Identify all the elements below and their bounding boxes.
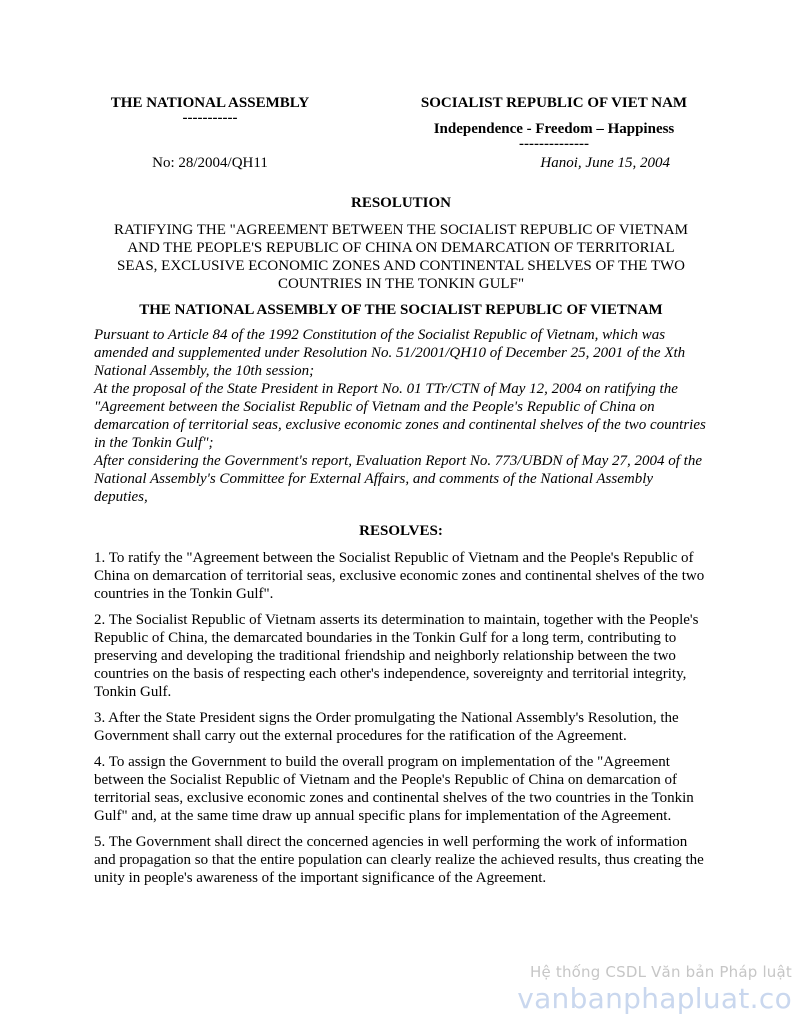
watermark-domain: vanbanphapluat.co <box>517 982 792 1015</box>
document-date: Hanoi, June 15, 2004 <box>540 155 670 171</box>
document-page <box>94 94 708 895</box>
document-header <box>94 94 708 150</box>
article-item: 3. After the State President signs the Order promulgating the National Assembly's Resolution, the Government shall carry out the external procedures for the ratification of the Agreement. <box>94 710 679 744</box>
document-number: No: 28/2004/QH11 <box>152 155 268 171</box>
issuer-separator: ----------- <box>182 110 238 126</box>
watermark-caption: Hệ thống CSDL Văn bản Pháp luật <box>529 963 792 981</box>
site-watermark <box>517 962 792 1016</box>
motto-separator: -------------- <box>519 136 589 152</box>
issuing-body: THE NATIONAL ASSEMBLY OF THE SOCIALIST REPUBLIC OF VIETNAM <box>139 302 663 318</box>
article-item: 4. To assign the Government to build the overall program on implementation of the "Agreement between the Socialist Republic of Vietnam and the People's Republic of China on demarcation of territorial seas, exclusive economic zones and continental shelves of the two countries in the Tonkin Gulf" and, at the same time draw up annual specific plans for implementation of the Agreement. <box>94 754 694 824</box>
document-subtitle <box>94 221 708 293</box>
preamble-paragraph: Pursuant to Article 84 of the 1992 Constitution of the Socialist Republic of Vietnam, which was amended and supplemented under Resolution No. 51/2001/QH10 of December 25, 2001 of the Xth National Assembly, the 10th session; <box>94 327 686 379</box>
preamble <box>94 326 708 506</box>
document-type: RESOLUTION <box>350 195 452 211</box>
resolves-heading: RESOLVES: <box>359 523 443 539</box>
number-date-row <box>94 154 708 173</box>
article-item: 2. The Socialist Republic of Vietnam asserts its determination to maintain, together with the People's Republic of China, the demarcated boundaries in the Tonkin Gulf for a long term, contributing to preserving and developing the traditional friendship and neighborly relationship between the two countries on the basis of respecting each other's independence, sovereignty and territorial integrity, Tonkin Gulf. <box>94 612 699 700</box>
issuer-block <box>94 94 326 150</box>
subtitle-line: COUNTRIES IN THE TONKIN GULF" <box>277 276 525 292</box>
article-item: 1. To ratify the "Agreement between the Socialist Republic of Vietnam and the People's Republic of China on demarcation of territorial seas, exclusive economic zones and continental shelves of the two countries in the Tonkin Gulf". <box>94 550 705 602</box>
issuer-name: THE NATIONAL ASSEMBLY <box>110 95 310 111</box>
article-item: 5. The Government shall direct the concerned agencies in well performing the work of information and propagation so that the entire population can clearly realize the achieved results, thus creating the unity in people's awareness of the important significance of the Agreement. <box>94 834 704 886</box>
country-name: SOCIALIST REPUBLIC OF VIET NAM <box>420 95 688 111</box>
country-block <box>404 94 704 150</box>
articles-list <box>94 549 708 887</box>
preamble-paragraph: After considering the Government's report, Evaluation Report No. 773/UBDN of May 27, 2004 of the National Assembly's Committee for External Affairs, and comments of the National Assembly deputies, <box>94 453 702 505</box>
preamble-paragraph: At the proposal of the State President in Report No. 01 TTr/CTN of May 12, 2004 on ratifying the "Agreement between the Socialist Republic of Vietnam and the People's Republic of China on demarcation of territorial seas, exclusive economic zones and continental shelves of the two countries in the Tonkin Gulf"; <box>94 381 706 451</box>
national-motto: Independence - Freedom – Happiness <box>433 121 675 137</box>
subtitle-line: SEAS, EXCLUSIVE ECONOMIC ZONES AND CONTINENTAL SHELVES OF THE TWO <box>117 258 685 274</box>
subtitle-line: RATIFYING THE "AGREEMENT BETWEEN THE SOCIALIST REPUBLIC OF VIETNAM <box>114 222 688 238</box>
subtitle-line: AND THE PEOPLE'S REPUBLIC OF CHINA ON DEMARCATION OF TERRITORIAL <box>127 240 675 256</box>
